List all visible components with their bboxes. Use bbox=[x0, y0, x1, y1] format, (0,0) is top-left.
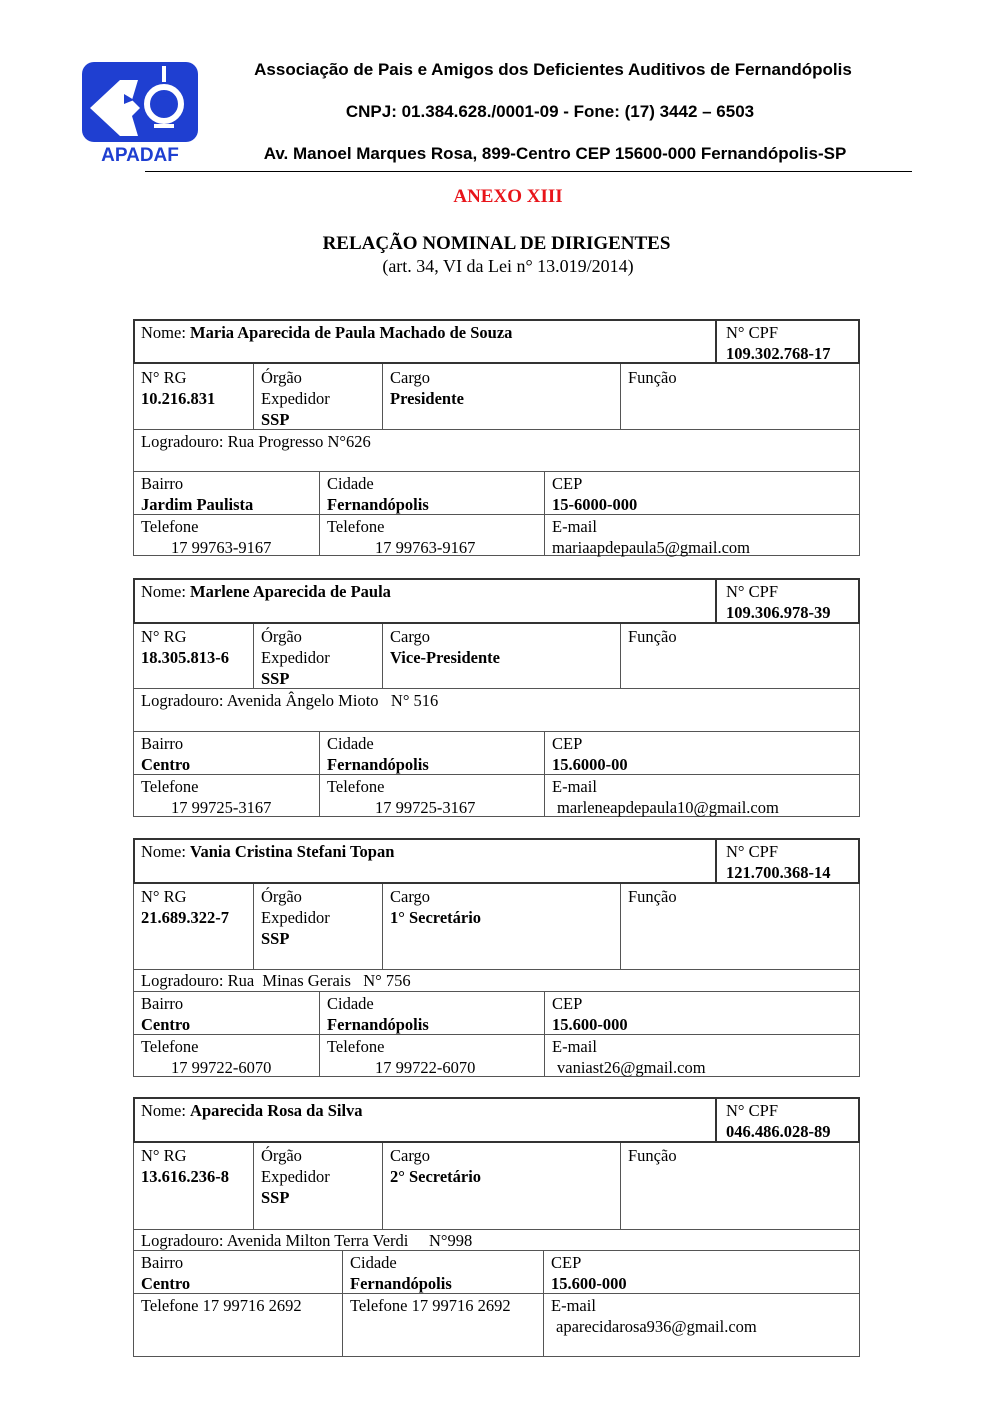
funcao-field: Função bbox=[628, 887, 677, 906]
telefone-field-1: Telefone 17 99763-9167 bbox=[141, 517, 272, 557]
org-name: Associação de Pais e Amigos dos Deficientes Auditivos de Fernandópolis bbox=[254, 60, 852, 79]
person-card-4 bbox=[133, 1097, 860, 1357]
funcao-field: Função bbox=[628, 627, 677, 646]
person-card-1 bbox=[133, 319, 860, 556]
logradouro-field: Logradouro: Rua Progresso N°626 bbox=[141, 432, 371, 451]
rg-field: N° RG 10.216.831 bbox=[141, 368, 216, 408]
person-card-2 bbox=[133, 578, 860, 817]
cidade-field: Cidade Fernandópolis bbox=[350, 1253, 452, 1293]
name-field: Nome: Aparecida Rosa da Silva bbox=[141, 1101, 363, 1120]
email-field: E-mail vaniast26@gmail.com bbox=[552, 1037, 706, 1077]
rg-field: N° RG 18.305.813-6 bbox=[141, 627, 229, 667]
cep-field: CEP 15-6000-000 bbox=[552, 474, 638, 514]
logradouro-field: Logradouro: Avenida Ângelo Mioto N° 516 bbox=[141, 691, 439, 710]
person-card-3 bbox=[133, 838, 860, 1077]
orgao-field: Órgão Expedidor SSP bbox=[261, 887, 330, 948]
telefone-field-1: Telefone 17 99722-6070 bbox=[141, 1037, 272, 1077]
bairro-field: Bairro Centro bbox=[141, 734, 191, 774]
cidade-field: Cidade Fernandópolis bbox=[327, 474, 429, 514]
cidade-field: Cidade Fernandópolis bbox=[327, 994, 429, 1034]
cnpj-line: CNPJ: 01.384.628./0001-09 - Fone: (17) 3442 – 6503 bbox=[345, 102, 755, 121]
telefone-field-1: Telefone 17 99716 2692 bbox=[141, 1296, 302, 1315]
cidade-field: Cidade Fernandópolis bbox=[327, 734, 429, 774]
email-field: E-mail aparecidarosa936@gmail.com bbox=[551, 1296, 757, 1336]
cep-field: CEP 15.600-000 bbox=[552, 994, 628, 1034]
name-field: Nome: Maria Aparecida de Paula Machado de Souza bbox=[141, 323, 513, 342]
cargo-field: Cargo 2° Secretário bbox=[390, 1146, 482, 1186]
bairro-field: Bairro Centro bbox=[141, 994, 191, 1034]
cpf-field: N° CPF 109.302.768-17 bbox=[726, 323, 831, 363]
telefone-field-2: Telefone 17 99725-3167 bbox=[327, 777, 476, 817]
telefone-field-1: Telefone 17 99725-3167 bbox=[141, 777, 272, 817]
address-line: Av. Manoel Marques Rosa, 899-Centro CEP 15600-000 Fernandópolis-SP bbox=[263, 144, 847, 163]
email-field: E-mail mariaapdepaula5@gmail.com bbox=[552, 517, 750, 557]
apadaf-logo bbox=[80, 60, 200, 164]
document-subtitle: (art. 34, VI da Lei n° 13.019/2014) bbox=[382, 256, 634, 276]
telefone-field-2: Telefone 17 99763-9167 bbox=[327, 517, 476, 557]
logo-text: APADAF bbox=[101, 145, 179, 164]
cpf-field: N° CPF 046.486.028-89 bbox=[726, 1101, 831, 1141]
name-field: Nome: Vania Cristina Stefani Topan bbox=[141, 842, 395, 861]
header-rule bbox=[145, 171, 912, 172]
orgao-field: Órgão Expedidor SSP bbox=[261, 627, 330, 688]
name-field: Nome: Marlene Aparecida de Paula bbox=[141, 582, 391, 601]
bairro-field: Bairro Centro bbox=[141, 1253, 191, 1293]
logradouro-field: Logradouro: Avenida Milton Terra Verdi N°998 bbox=[141, 1231, 473, 1250]
cargo-field: Cargo Vice-Presidente bbox=[390, 627, 500, 667]
rg-field: N° RG 21.689.322-7 bbox=[141, 887, 229, 927]
funcao-field: Função bbox=[628, 368, 677, 387]
telefone-field-2: Telefone 17 99722-6070 bbox=[327, 1037, 476, 1077]
cargo-field: Cargo Presidente bbox=[390, 368, 464, 408]
orgao-field: Órgão Expedidor SSP bbox=[261, 368, 330, 429]
cpf-field: N° CPF 109.306.978-39 bbox=[726, 582, 831, 622]
email-field: E-mail marleneapdepaula10@gmail.com bbox=[552, 777, 779, 817]
orgao-field: Órgão Expedidor SSP bbox=[261, 1146, 330, 1207]
telefone-field-2: Telefone 17 99716 2692 bbox=[350, 1296, 511, 1315]
funcao-field: Função bbox=[628, 1146, 677, 1165]
document-title: RELAÇÃO NOMINAL DE DIRIGENTES bbox=[322, 233, 671, 254]
annex-title: ANEXO XIII bbox=[453, 186, 563, 207]
cep-field: CEP 15.600-000 bbox=[551, 1253, 627, 1293]
cpf-field: N° CPF 121.700.368-14 bbox=[726, 842, 831, 882]
logradouro-field: Logradouro: Rua Minas Gerais N° 756 bbox=[141, 971, 411, 990]
bairro-field: Bairro Jardim Paulista bbox=[141, 474, 254, 514]
rg-field: N° RG 13.616.236-8 bbox=[141, 1146, 229, 1186]
cargo-field: Cargo 1° Secretário bbox=[390, 887, 482, 927]
cep-field: CEP 15.6000-00 bbox=[552, 734, 628, 774]
